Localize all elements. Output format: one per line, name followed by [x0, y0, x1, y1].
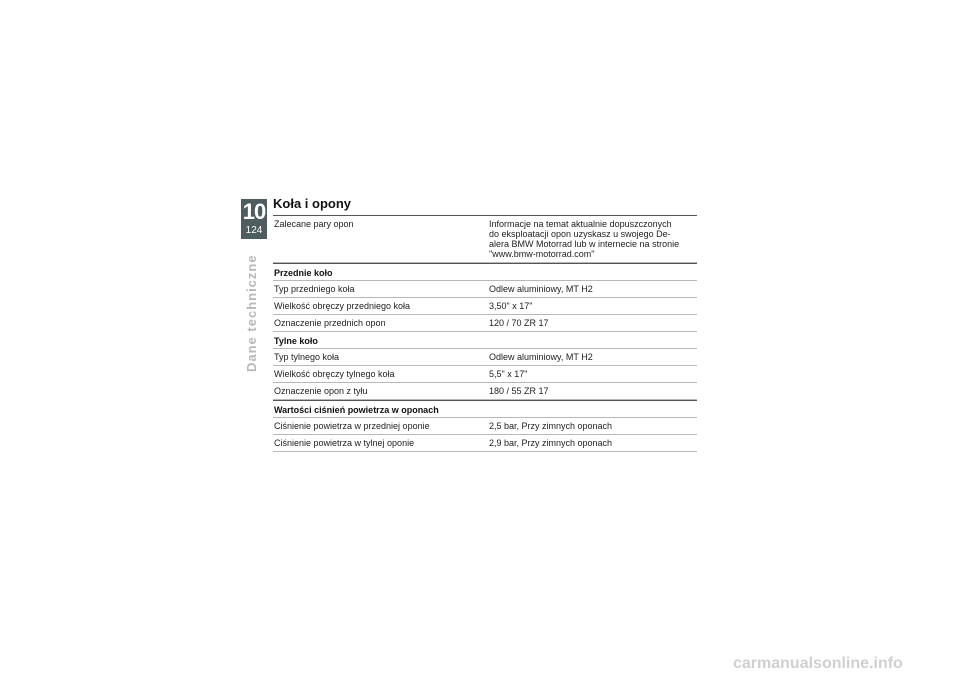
note-line: "www.bmw-motorrad.com"	[489, 249, 595, 259]
row-label: Oznaczenie przednich opon	[274, 318, 386, 328]
row-value: Odlew aluminiowy, MT H2	[489, 352, 593, 362]
chapter-number: 10	[242, 199, 266, 224]
table-row	[273, 418, 697, 435]
table-row	[273, 349, 697, 366]
row-value: 5,5" x 17"	[489, 369, 528, 379]
section-heading: Tylne koło	[273, 332, 697, 349]
row-label: Wielkość obręczy przedniego koła	[274, 301, 411, 311]
section-heading: Przednie koło	[273, 263, 697, 281]
watermark-footer: carmanualsonline.info	[733, 655, 903, 672]
table-row	[273, 366, 697, 383]
table-row	[273, 298, 697, 315]
row-value: 2,9 bar, Przy zimnych oponach	[489, 438, 613, 448]
spec-table	[273, 215, 697, 452]
chapter-side-label: Dane techniczne	[244, 254, 259, 372]
row-value: 180 / 55 ZR 17	[489, 386, 549, 396]
section-heading: Wartości ciśnień powietrza w oponach	[273, 400, 697, 418]
row-value: 3,50" x 17"	[489, 301, 533, 311]
page-number: 124	[245, 225, 263, 236]
row-label: Ciśnienie powietrza w tylnej oponie	[274, 438, 415, 448]
row-label: Typ tylnego koła	[274, 352, 340, 362]
table-row	[273, 281, 697, 298]
row-value	[489, 219, 697, 259]
row-value: Odlew aluminiowy, MT H2	[489, 284, 593, 294]
note-line: Informacje na temat aktualnie dopuszczonych	[489, 219, 672, 229]
table-row	[273, 215, 697, 263]
row-label: Ciśnienie powietrza w przedniej oponie	[274, 421, 430, 431]
table-row	[273, 435, 697, 452]
row-label: Wielkość obręczy tylnego koła	[274, 369, 395, 379]
row-value: 120 / 70 ZR 17	[489, 318, 549, 328]
note-line: do eksploatacji opon uzyskasz u swojego De-	[489, 229, 671, 239]
chapter-tab	[241, 199, 267, 239]
note-line: alera BMW Motorrad lub w internecie na stronie	[489, 239, 680, 249]
row-label: Typ przedniego koła	[274, 284, 355, 294]
row-value: 2,5 bar, Przy zimnych oponach	[489, 421, 613, 431]
table-row	[273, 383, 697, 400]
page-title: Koła i opony	[273, 196, 351, 211]
row-label: Zalecane pary opon	[274, 219, 354, 229]
table-row	[273, 315, 697, 332]
row-label: Oznaczenie opon z tyłu	[274, 386, 368, 396]
